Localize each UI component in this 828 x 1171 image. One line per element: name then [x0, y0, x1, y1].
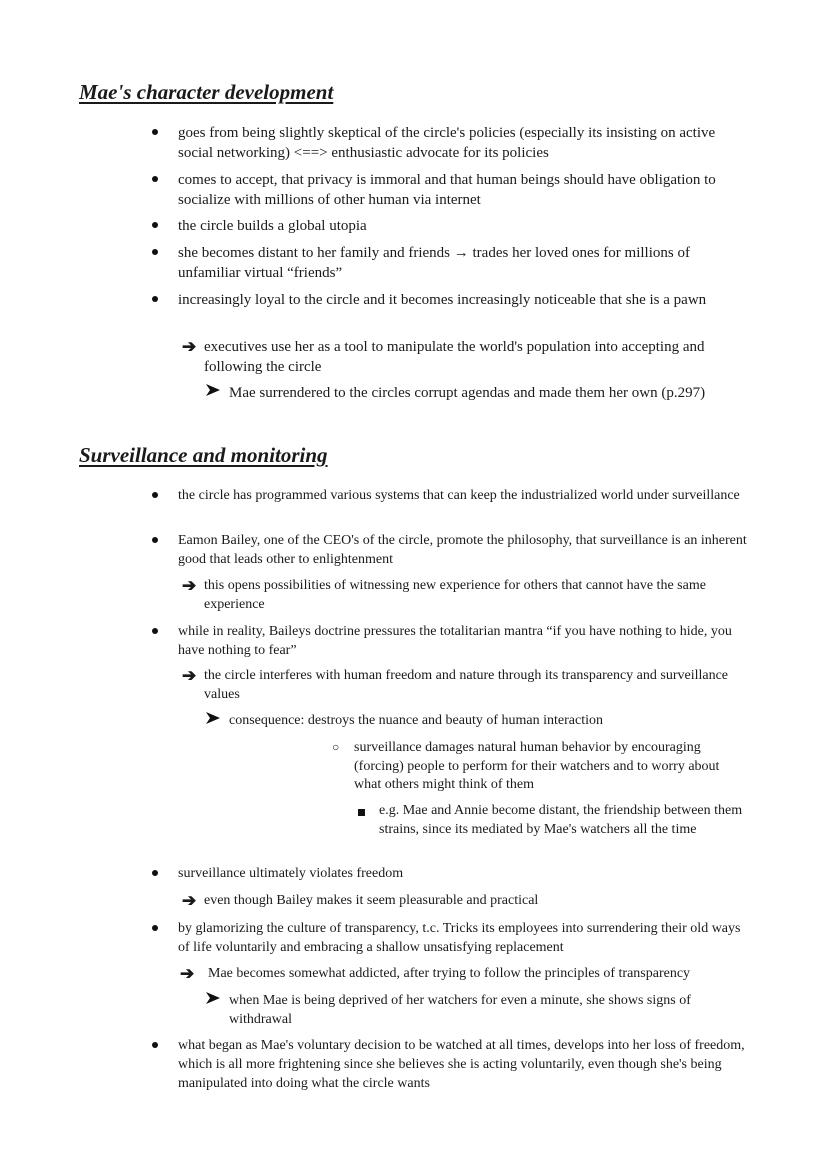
list-item-square: e.g. Mae and Annie become distant, the friendship between them strains, since its mediated by Mae's watchers all the time	[379, 802, 749, 839]
list-item: the circle builds a global utopia	[178, 216, 753, 236]
list-item-arrow: ➔ the circle interferes with human freedom and nature through its transparency and surveillance values	[182, 666, 729, 702]
arrow-right-icon: ➔	[182, 666, 197, 685]
list-item-arrow: ➔ Mae becomes somewhat addicted, after trying to follow the principles of transparency	[180, 964, 691, 983]
arrow-right-icon: ➔	[182, 576, 197, 595]
list-item: what began as Mae's voluntary decision to be watched at all times, develops into her loss of freedom, which is all more frightening since she believes she is acting voluntarily, even though she's being manipulated into doing what the circle wants	[178, 1036, 753, 1093]
arrow-right-icon: ➔	[182, 891, 197, 910]
list-item-circle: ○ surveillance damages natural human behavior by encouraging (forcing) people to perform for their watchers and to worry about what others might think of them	[332, 740, 720, 792]
list-item: surveillance ultimately violates freedom	[178, 864, 753, 883]
bullet-icon	[152, 124, 158, 139]
section-heading-surveillance: Surveillance and monitoring	[79, 443, 328, 467]
list-item: Eamon Bailey, one of the CEO's of the circle, promote the philosophy, that surveillance is an inherent good that leads other to enlightenment	[178, 531, 753, 569]
list-item: she becomes distant to her family and friends → trades her loved ones for millions of unfamiliar virtual “friends”	[178, 243, 753, 283]
list-item: the circle has programmed various systems that can keep the industrialized world under surveillance	[178, 486, 753, 505]
bullet-icon	[152, 920, 158, 935]
arrow-right-icon: ➔	[182, 337, 197, 356]
list-item-chevron: when Mae is being deprived of her watchers for even a minute, she shows signs of withdrawal	[229, 991, 739, 1029]
bullet-icon	[152, 171, 158, 186]
square-bullet-icon	[358, 806, 365, 820]
bullet-icon	[152, 291, 158, 306]
list-item-chevron: consequence: destroys the nuance and beauty of human interaction	[229, 711, 739, 730]
bullet-icon	[152, 217, 158, 232]
chevron-arrow-icon	[205, 382, 221, 401]
bullet-icon	[152, 1037, 158, 1052]
chevron-arrow-icon	[205, 710, 221, 729]
list-item-chevron: Mae surrendered to the circles corrupt agendas and made them her own (p.297)	[229, 383, 739, 403]
arrow-right-icon: ➔	[180, 964, 195, 983]
list-item-arrow: ➔ this opens possibilities of witnessing new experience for others that cannot have the same experience	[182, 576, 706, 612]
bullet-icon	[152, 865, 158, 880]
hollow-circle-icon: ○	[332, 740, 340, 754]
bullet-icon	[152, 532, 158, 547]
list-item: increasingly loyal to the circle and it becomes increasingly noticeable that she is a pawn	[178, 290, 753, 310]
bullet-icon	[152, 244, 158, 259]
list-item: goes from being slightly skeptical of the circle's policies (especially its insisting on active social networking) <==> enthusiastic advocate for its policies	[178, 123, 753, 163]
list-item-arrow: ➔ even though Bailey makes it seem pleasurable and practical	[182, 891, 539, 910]
list-item: while in reality, Baileys doctrine pressures the totalitarian mantra “if you have nothing to hide, you have nothing to fear”	[178, 622, 753, 660]
bullet-icon	[152, 487, 158, 502]
list-item-arrow: ➔ executives use her as a tool to manipulate the world's population into accepting and following the circle	[182, 337, 705, 375]
list-item: by glamorizing the culture of transparency, t.c. Tricks its employees into surrendering their old ways of life voluntarily and embracing a shallow unsatisfying replacement	[178, 919, 753, 957]
bullet-icon	[152, 623, 158, 638]
chevron-arrow-icon	[205, 990, 221, 1009]
list-item: comes to accept, that privacy is immoral and that human beings should have obligation to socialize with millions of other human via internet	[178, 170, 753, 210]
section-heading-character-development: Mae's character development	[79, 80, 334, 104]
